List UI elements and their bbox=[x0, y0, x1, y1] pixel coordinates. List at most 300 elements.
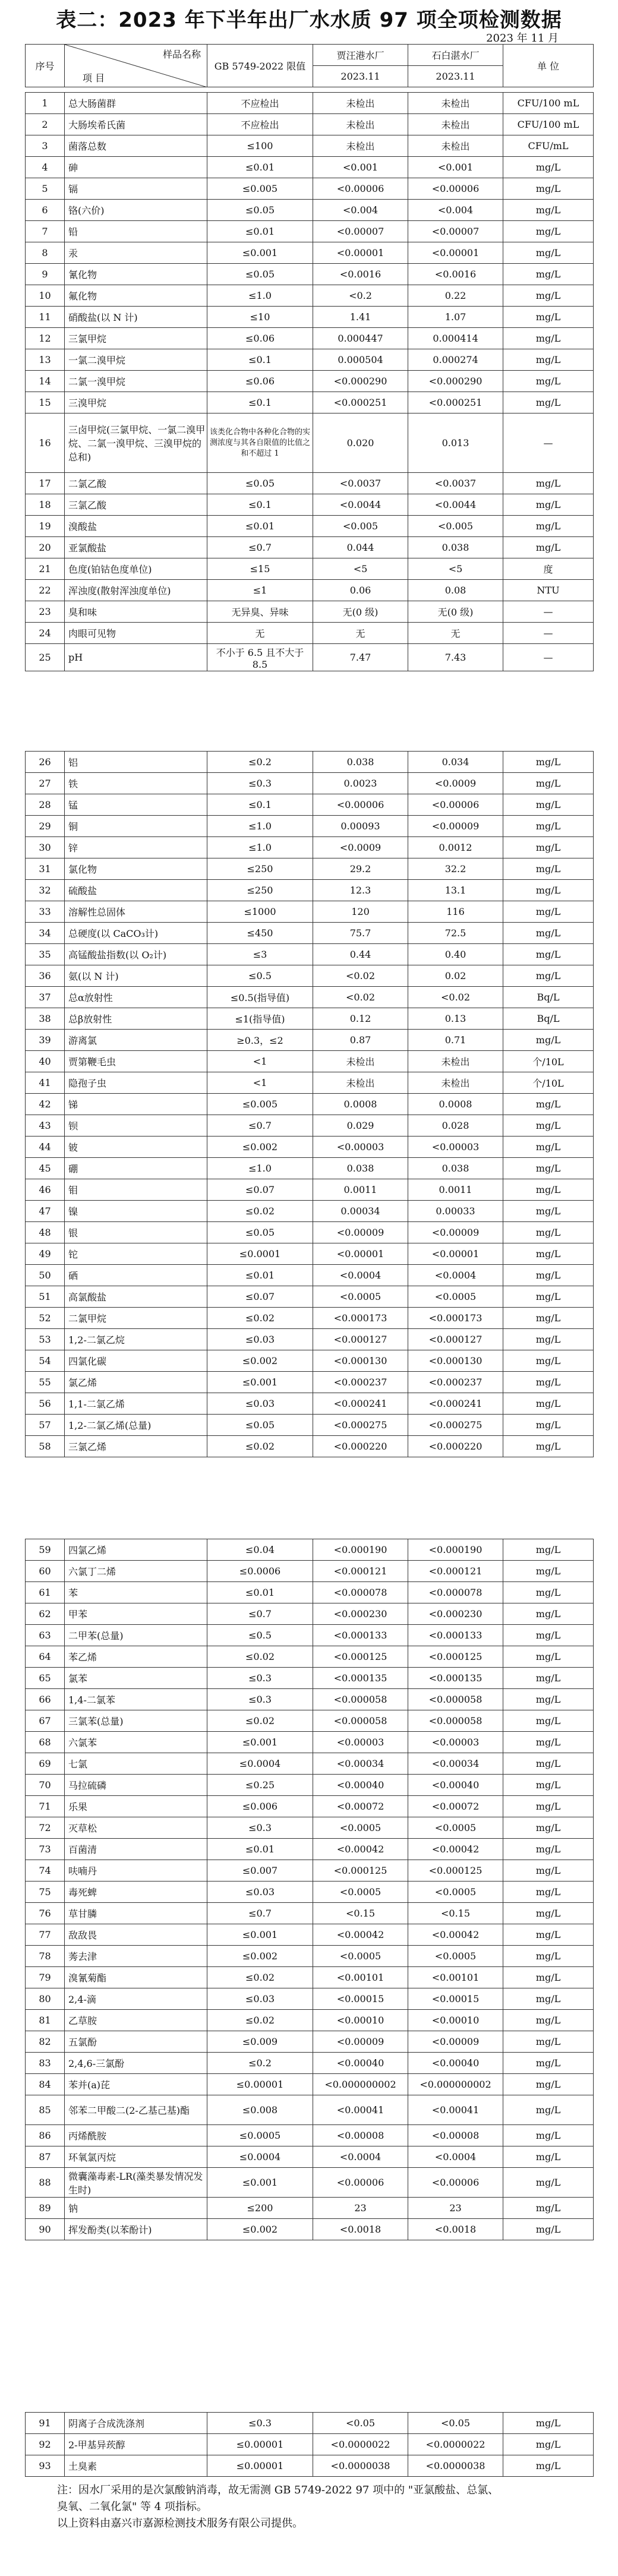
table-row bbox=[26, 1393, 594, 1415]
cell-plant1: <0.00003 bbox=[313, 1137, 408, 1158]
cell-plant1: <0.0000038 bbox=[313, 2455, 408, 2477]
cell-seq: 9 bbox=[26, 264, 65, 285]
cell-unit: mg/L bbox=[503, 2095, 594, 2125]
table-row bbox=[26, 2198, 594, 2219]
cell-item: 氯化物 bbox=[65, 858, 207, 880]
cell-item: 莠去津 bbox=[65, 1946, 207, 1967]
cell-plant1: <0.000000002 bbox=[313, 2074, 408, 2095]
cell-standard: ≤200 bbox=[207, 2198, 313, 2219]
cell-plant1: <0.02 bbox=[313, 987, 408, 1008]
cell-plant1: <0.00042 bbox=[313, 1839, 408, 1860]
cell-plant1: <0.00009 bbox=[313, 2031, 408, 2053]
table-row bbox=[26, 1008, 594, 1030]
cell-unit: mg/L bbox=[503, 178, 594, 200]
cell-standard: ≤0.07 bbox=[207, 1179, 313, 1201]
cell-plant2: 0.0012 bbox=[408, 837, 503, 858]
table-row bbox=[26, 1051, 594, 1072]
table-row bbox=[26, 752, 594, 773]
table-row bbox=[26, 2434, 594, 2455]
cell-item: 总β放射性 bbox=[65, 1008, 207, 1030]
cell-plant1: <0.000237 bbox=[313, 1372, 408, 1393]
cell-plant2: 无 bbox=[408, 623, 503, 644]
table-row bbox=[26, 221, 594, 242]
cell-standard: ≤0.05 bbox=[207, 1222, 313, 1243]
cell-standard: ≤0.2 bbox=[207, 2053, 313, 2074]
cell-plant1: <0.000127 bbox=[313, 1329, 408, 1350]
cell-plant1: <0.00003 bbox=[313, 1732, 408, 1753]
cell-standard: ≤0.25 bbox=[207, 1775, 313, 1796]
cell-plant1: <0.00072 bbox=[313, 1796, 408, 1817]
table-row bbox=[26, 1308, 594, 1329]
cell-plant1: <0.005 bbox=[313, 516, 408, 537]
cell-item: 溴酸盐 bbox=[65, 516, 207, 537]
cell-plant2: 0.028 bbox=[408, 1115, 503, 1137]
cell-unit: — bbox=[503, 601, 594, 623]
cell-seq: 80 bbox=[26, 1988, 65, 2010]
cell-plant2: <0.0009 bbox=[408, 773, 503, 794]
cell-unit: — bbox=[503, 623, 594, 644]
cell-plant1: <0.00034 bbox=[313, 1753, 408, 1775]
cell-unit: mg/L bbox=[503, 1201, 594, 1222]
cell-item: 微囊藻毒素-LR(藻类暴发情况发生时) bbox=[65, 2168, 207, 2198]
cell-unit: mg/L bbox=[503, 1094, 594, 1115]
header-unit: 单 位 bbox=[503, 45, 594, 87]
cell-unit: mg/L bbox=[503, 1030, 594, 1051]
cell-plant1: <0.00006 bbox=[313, 178, 408, 200]
cell-plant2: <0.0000038 bbox=[408, 2455, 503, 2477]
cell-seq: 10 bbox=[26, 285, 65, 307]
cell-item: 亚氯酸盐 bbox=[65, 537, 207, 558]
cell-plant2: <5 bbox=[408, 558, 503, 580]
cell-unit: mg/L bbox=[503, 1988, 594, 2010]
cell-seq: 55 bbox=[26, 1372, 65, 1393]
cell-seq: 78 bbox=[26, 1946, 65, 1967]
cell-item: 菌落总数 bbox=[65, 135, 207, 157]
cell-unit: mg/L bbox=[503, 2219, 594, 2240]
cell-plant1: <0.15 bbox=[313, 1903, 408, 1924]
cell-plant2: 7.43 bbox=[408, 644, 503, 671]
cell-plant1: <0.00040 bbox=[313, 1775, 408, 1796]
cell-item: 三氯乙烯 bbox=[65, 1436, 207, 1457]
cell-plant1: <0.000125 bbox=[313, 1860, 408, 1882]
cell-seq: 51 bbox=[26, 1286, 65, 1308]
cell-standard: ≤0.5(指导值) bbox=[207, 987, 313, 1008]
cell-plant2: <0.0018 bbox=[408, 2219, 503, 2240]
cell-unit: mg/L bbox=[503, 2434, 594, 2455]
cell-standard: ≤1.0 bbox=[207, 1158, 313, 1179]
cell-plant1: <0.02 bbox=[313, 965, 408, 987]
cell-plant2: <0.000127 bbox=[408, 1329, 503, 1350]
table-row bbox=[26, 494, 594, 516]
cell-item: 总大肠菌群 bbox=[65, 93, 207, 114]
cell-item: 2,4,6-三氯酚 bbox=[65, 2053, 207, 2074]
table-row bbox=[26, 837, 594, 858]
cell-plant1: <0.00101 bbox=[313, 1967, 408, 1988]
cell-item: 苯乙烯 bbox=[65, 1646, 207, 1668]
table-row bbox=[26, 601, 594, 623]
cell-seq: 25 bbox=[26, 644, 65, 671]
cell-plant1: <0.000130 bbox=[313, 1350, 408, 1372]
cell-standard: ≤0.7 bbox=[207, 1903, 313, 1924]
table-row bbox=[26, 2219, 594, 2240]
cell-plant2: <0.00101 bbox=[408, 1967, 503, 1988]
cell-item: 总硬度(以 CaCO₃计) bbox=[65, 923, 207, 944]
cell-plant1: 0.0008 bbox=[313, 1094, 408, 1115]
cell-seq: 49 bbox=[26, 1243, 65, 1265]
cell-plant2: <0.00041 bbox=[408, 2095, 503, 2125]
cell-item: 铍 bbox=[65, 1137, 207, 1158]
cell-item: 氟化物 bbox=[65, 285, 207, 307]
cell-plant2: <0.000220 bbox=[408, 1436, 503, 1457]
cell-item: 铝 bbox=[65, 752, 207, 773]
cell-standard: ≤0.3 bbox=[207, 1689, 313, 1710]
cell-seq: 3 bbox=[26, 135, 65, 157]
cell-seq: 52 bbox=[26, 1308, 65, 1329]
cell-seq: 69 bbox=[26, 1753, 65, 1775]
cell-unit: mg/L bbox=[503, 794, 594, 816]
cell-standard: ≤0.005 bbox=[207, 178, 313, 200]
cell-plant2: 0.0011 bbox=[408, 1179, 503, 1201]
cell-unit: 个/10L bbox=[503, 1072, 594, 1094]
cell-plant2: <0.000251 bbox=[408, 392, 503, 413]
cell-plant2: 0.000274 bbox=[408, 349, 503, 371]
table-row bbox=[26, 1882, 594, 1903]
cell-plant2: <0.000275 bbox=[408, 1415, 503, 1436]
cell-unit: mg/L bbox=[503, 307, 594, 328]
cell-plant2: <0.000000002 bbox=[408, 2074, 503, 2095]
cell-unit: mg/L bbox=[503, 1308, 594, 1329]
cell-item: 四氯乙烯 bbox=[65, 1539, 207, 1561]
cell-seq: 60 bbox=[26, 1561, 65, 1582]
cell-unit: Bq/L bbox=[503, 1008, 594, 1030]
cell-plant2: <0.00003 bbox=[408, 1137, 503, 1158]
cell-plant1: 0.00093 bbox=[313, 816, 408, 837]
cell-standard: ≤250 bbox=[207, 880, 313, 901]
header-plant1: 贾汪港水厂 bbox=[313, 45, 408, 66]
table-row bbox=[26, 413, 594, 473]
cell-plant1: <0.0016 bbox=[313, 264, 408, 285]
cell-seq: 35 bbox=[26, 944, 65, 965]
cell-plant2: 未检出 bbox=[408, 1051, 503, 1072]
cell-unit: mg/L bbox=[503, 944, 594, 965]
cell-item: 色度(铂钴色度单位) bbox=[65, 558, 207, 580]
table-row bbox=[26, 1243, 594, 1265]
cell-seq: 22 bbox=[26, 580, 65, 601]
cell-standard: <1 bbox=[207, 1072, 313, 1094]
cell-standard: 无 bbox=[207, 623, 313, 644]
cell-plant1: <0.0005 bbox=[313, 1882, 408, 1903]
table-row bbox=[26, 2168, 594, 2198]
table-row bbox=[26, 2074, 594, 2095]
cell-seq: 2 bbox=[26, 114, 65, 135]
cell-plant1: 0.038 bbox=[313, 752, 408, 773]
cell-plant2: 116 bbox=[408, 901, 503, 923]
cell-standard: ≤0.01 bbox=[207, 516, 313, 537]
cell-standard: 该类化合物中各种化合物的实测浓度与其各自限值的比值之和不超过 1 bbox=[207, 413, 313, 473]
cell-plant2: <0.00015 bbox=[408, 1988, 503, 2010]
cell-unit: mg/L bbox=[503, 1646, 594, 1668]
cell-item: 三溴甲烷 bbox=[65, 392, 207, 413]
cell-seq: 46 bbox=[26, 1179, 65, 1201]
table-row bbox=[26, 1030, 594, 1051]
table-row bbox=[26, 473, 594, 494]
cell-item: pH bbox=[65, 644, 207, 671]
cell-unit: mg/L bbox=[503, 1158, 594, 1179]
cell-item: 臭和味 bbox=[65, 601, 207, 623]
cell-plant1: <0.0037 bbox=[313, 473, 408, 494]
cell-standard: ≤0.02 bbox=[207, 1201, 313, 1222]
cell-seq: 28 bbox=[26, 794, 65, 816]
cell-plant2: <0.000058 bbox=[408, 1710, 503, 1732]
cell-item: 镉 bbox=[65, 178, 207, 200]
cell-unit: mg/L bbox=[503, 1561, 594, 1582]
cell-seq: 30 bbox=[26, 837, 65, 858]
cell-standard: ≤0.002 bbox=[207, 2219, 313, 2240]
cell-unit: NTU bbox=[503, 580, 594, 601]
cell-seq: 15 bbox=[26, 392, 65, 413]
cell-standard: ≤0.001 bbox=[207, 1924, 313, 1946]
cell-plant1: <0.000173 bbox=[313, 1308, 408, 1329]
cell-unit: mg/L bbox=[503, 2146, 594, 2168]
cell-item: 百菌清 bbox=[65, 1839, 207, 1860]
table-row bbox=[26, 1115, 594, 1137]
table-row bbox=[26, 1329, 594, 1350]
results-table-section-1 bbox=[25, 92, 594, 671]
cell-unit: mg/L bbox=[503, 1753, 594, 1775]
table-row bbox=[26, 2146, 594, 2168]
table-row bbox=[26, 1265, 594, 1286]
cell-item: 氯苯 bbox=[65, 1668, 207, 1689]
cell-item: 肉眼可见物 bbox=[65, 623, 207, 644]
cell-plant1: <0.000058 bbox=[313, 1689, 408, 1710]
cell-plant1: <0.000275 bbox=[313, 1415, 408, 1436]
cell-plant2: <0.000058 bbox=[408, 1689, 503, 1710]
cell-standard: ≤0.00001 bbox=[207, 2074, 313, 2095]
cell-standard: ≤0.0001 bbox=[207, 1243, 313, 1265]
cell-seq: 54 bbox=[26, 1350, 65, 1372]
cell-unit: — bbox=[503, 644, 594, 671]
cell-plant1: <0.000230 bbox=[313, 1603, 408, 1625]
cell-item: 砷 bbox=[65, 157, 207, 178]
cell-seq: 37 bbox=[26, 987, 65, 1008]
cell-unit: mg/L bbox=[503, 1924, 594, 1946]
cell-item: 1,4-二氯苯 bbox=[65, 1689, 207, 1710]
cell-standard: 不应检出 bbox=[207, 114, 313, 135]
table-row bbox=[26, 1415, 594, 1436]
cell-plant1: 12.3 bbox=[313, 880, 408, 901]
cell-plant1: 7.47 bbox=[313, 644, 408, 671]
cell-seq: 21 bbox=[26, 558, 65, 580]
cell-seq: 31 bbox=[26, 858, 65, 880]
table-row bbox=[26, 1582, 594, 1603]
report-date: 2023 年 11 月 bbox=[486, 32, 559, 45]
cell-unit: mg/L bbox=[503, 1668, 594, 1689]
cell-unit: mg/L bbox=[503, 2074, 594, 2095]
cell-standard: ≤0.02 bbox=[207, 1710, 313, 1732]
table-row bbox=[26, 644, 594, 671]
cell-item: 五氯酚 bbox=[65, 2031, 207, 2053]
cell-standard: ≤0.02 bbox=[207, 1967, 313, 1988]
cell-standard: ≤0.001 bbox=[207, 242, 313, 264]
cell-unit: mg/L bbox=[503, 1839, 594, 1860]
cell-standard: ≤0.03 bbox=[207, 1882, 313, 1903]
cell-standard: ≤0.7 bbox=[207, 1115, 313, 1137]
cell-plant2: <0.000190 bbox=[408, 1539, 503, 1561]
cell-item: 二氯乙酸 bbox=[65, 473, 207, 494]
cell-plant1: <0.00041 bbox=[313, 2095, 408, 2125]
cell-item: 汞 bbox=[65, 242, 207, 264]
cell-seq: 5 bbox=[26, 178, 65, 200]
cell-item: 七氯 bbox=[65, 1753, 207, 1775]
header-table bbox=[25, 44, 594, 87]
cell-seq: 89 bbox=[26, 2198, 65, 2219]
cell-plant1: 0.038 bbox=[313, 1158, 408, 1179]
cell-item: 三氯乙酸 bbox=[65, 494, 207, 516]
cell-seq: 74 bbox=[26, 1860, 65, 1882]
cell-standard: ≤1.0 bbox=[207, 837, 313, 858]
table-row bbox=[26, 1094, 594, 1115]
cell-seq: 75 bbox=[26, 1882, 65, 1903]
page-title: 表二：2023 年下半年出厂水水质 97 项全项检测数据 bbox=[56, 8, 562, 32]
cell-item: 苯 bbox=[65, 1582, 207, 1603]
cell-item: 甲苯 bbox=[65, 1603, 207, 1625]
cell-seq: 44 bbox=[26, 1137, 65, 1158]
cell-item: 三氯甲烷 bbox=[65, 328, 207, 349]
cell-plant2: 0.0008 bbox=[408, 1094, 503, 1115]
cell-item: 硝酸盐(以 N 计) bbox=[65, 307, 207, 328]
cell-standard: ≤0.03 bbox=[207, 1393, 313, 1415]
table-row bbox=[26, 623, 594, 644]
cell-plant1: 120 bbox=[313, 901, 408, 923]
cell-standard: ≤0.001 bbox=[207, 2168, 313, 2198]
cell-plant1: <0.0018 bbox=[313, 2219, 408, 2240]
cell-item: 灭草松 bbox=[65, 1817, 207, 1839]
cell-seq: 14 bbox=[26, 371, 65, 392]
cell-plant2: 0.038 bbox=[408, 1158, 503, 1179]
cell-plant2: 0.00033 bbox=[408, 1201, 503, 1222]
table-row bbox=[26, 987, 594, 1008]
cell-plant2: <0.0037 bbox=[408, 473, 503, 494]
cell-unit: mg/L bbox=[503, 392, 594, 413]
table-row bbox=[26, 1646, 594, 1668]
cell-seq: 93 bbox=[26, 2455, 65, 2477]
cell-plant2: <0.0005 bbox=[408, 1946, 503, 1967]
cell-seq: 53 bbox=[26, 1329, 65, 1350]
cell-item: 浑浊度(散射浑浊度单位) bbox=[65, 580, 207, 601]
cell-plant1: <0.0044 bbox=[313, 494, 408, 516]
cell-unit: mg/L bbox=[503, 1625, 594, 1646]
cell-seq: 63 bbox=[26, 1625, 65, 1646]
cell-standard: ≤0.0004 bbox=[207, 2146, 313, 2168]
cell-standard: ≤0.3 bbox=[207, 773, 313, 794]
table-row bbox=[26, 1201, 594, 1222]
cell-plant1: 0.87 bbox=[313, 1030, 408, 1051]
table-row bbox=[26, 157, 594, 178]
cell-seq: 27 bbox=[26, 773, 65, 794]
cell-plant2: <0.0004 bbox=[408, 2146, 503, 2168]
cell-plant2: 0.034 bbox=[408, 752, 503, 773]
cell-plant1: <0.00008 bbox=[313, 2125, 408, 2146]
table-row bbox=[26, 2455, 594, 2477]
cell-plant2: 0.038 bbox=[408, 537, 503, 558]
cell-standard: 不小于 6.5 且不大于 8.5 bbox=[207, 644, 313, 671]
cell-unit: mg/L bbox=[503, 328, 594, 349]
cell-plant1: <0.000135 bbox=[313, 1668, 408, 1689]
cell-plant2: <0.00001 bbox=[408, 1243, 503, 1265]
cell-plant2: <0.000230 bbox=[408, 1603, 503, 1625]
cell-standard: ≤0.002 bbox=[207, 1946, 313, 1967]
cell-unit: mg/L bbox=[503, 1286, 594, 1308]
cell-plant1: 1.41 bbox=[313, 307, 408, 328]
cell-seq: 79 bbox=[26, 1967, 65, 1988]
cell-item: 阴离子合成洗涤剂 bbox=[65, 2413, 207, 2434]
cell-item: 氯乙烯 bbox=[65, 1372, 207, 1393]
table-row bbox=[26, 773, 594, 794]
cell-plant2: 32.2 bbox=[408, 858, 503, 880]
table-row bbox=[26, 371, 594, 392]
cell-standard: ≤0.001 bbox=[207, 1372, 313, 1393]
table-row bbox=[26, 858, 594, 880]
cell-standard: 无异臭、异味 bbox=[207, 601, 313, 623]
cell-standard: ≤0.02 bbox=[207, 1308, 313, 1329]
cell-standard: ≤0.1 bbox=[207, 392, 313, 413]
cell-plant1: <0.000125 bbox=[313, 1646, 408, 1668]
cell-plant2: <0.00008 bbox=[408, 2125, 503, 2146]
cell-plant2: <0.00042 bbox=[408, 1924, 503, 1946]
cell-unit: mg/L bbox=[503, 752, 594, 773]
table-row bbox=[26, 516, 594, 537]
cell-seq: 87 bbox=[26, 2146, 65, 2168]
cell-item: 硒 bbox=[65, 1265, 207, 1286]
cell-unit: mg/L bbox=[503, 1179, 594, 1201]
table-row bbox=[26, 307, 594, 328]
cell-unit: mg/L bbox=[503, 1350, 594, 1372]
table-row bbox=[26, 392, 594, 413]
cell-plant2: <0.005 bbox=[408, 516, 503, 537]
table-row bbox=[26, 1668, 594, 1689]
cell-plant1: 0.044 bbox=[313, 537, 408, 558]
cell-item: 1,2-二氯乙烷 bbox=[65, 1329, 207, 1350]
cell-standard: ≤0.005 bbox=[207, 1094, 313, 1115]
cell-plant1: 0.06 bbox=[313, 580, 408, 601]
cell-standard: ≤0.1 bbox=[207, 349, 313, 371]
cell-seq: 90 bbox=[26, 2219, 65, 2240]
table-row bbox=[26, 1817, 594, 1839]
cell-plant2: <0.000237 bbox=[408, 1372, 503, 1393]
cell-unit: mg/L bbox=[503, 2031, 594, 2053]
cell-plant2: 0.22 bbox=[408, 285, 503, 307]
cell-plant2: 未检出 bbox=[408, 114, 503, 135]
cell-standard: ≤100 bbox=[207, 135, 313, 157]
cell-unit: mg/L bbox=[503, 2455, 594, 2477]
cell-standard: ≥0.3，≤2 bbox=[207, 1030, 313, 1051]
cell-standard: ≤0.0005 bbox=[207, 2125, 313, 2146]
cell-seq: 50 bbox=[26, 1265, 65, 1286]
cell-plant1: <0.000241 bbox=[313, 1393, 408, 1415]
cell-unit: CFU/100 mL bbox=[503, 114, 594, 135]
table-row bbox=[26, 1561, 594, 1582]
table-row bbox=[26, 328, 594, 349]
cell-item: 贾第鞭毛虫 bbox=[65, 1051, 207, 1072]
table-row bbox=[26, 1903, 594, 1924]
cell-seq: 36 bbox=[26, 965, 65, 987]
cell-plant1: 0.0023 bbox=[313, 773, 408, 794]
cell-plant2: 未检出 bbox=[408, 1072, 503, 1094]
cell-item: 草甘膦 bbox=[65, 1903, 207, 1924]
cell-seq: 32 bbox=[26, 880, 65, 901]
cell-plant1: <0.0004 bbox=[313, 2146, 408, 2168]
cell-unit: mg/L bbox=[503, 473, 594, 494]
